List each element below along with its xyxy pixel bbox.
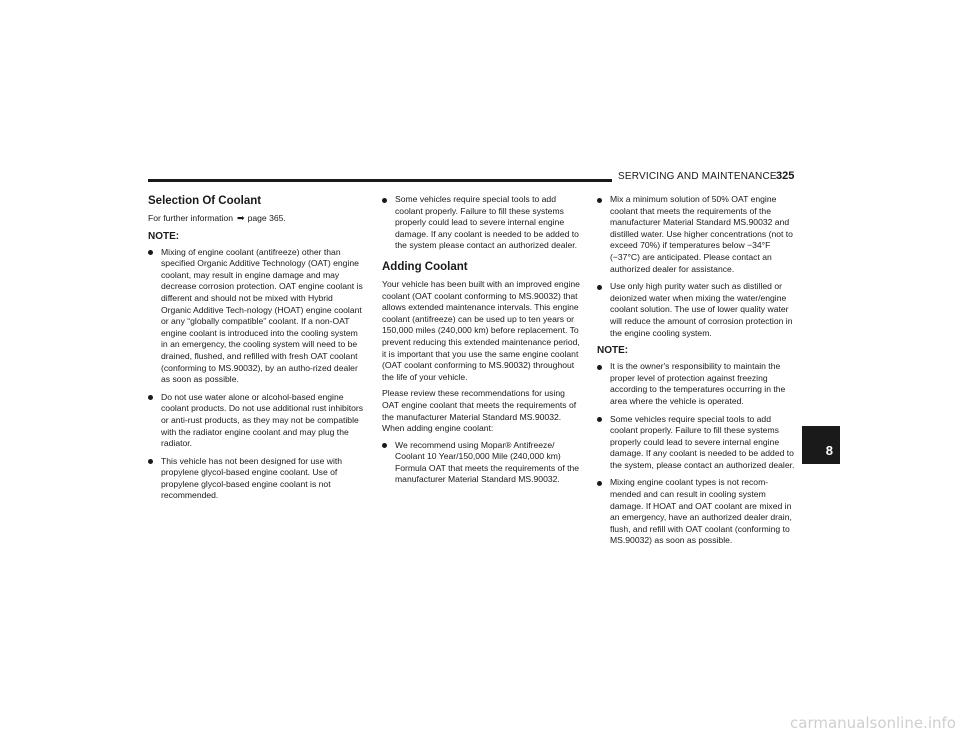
list-item (382, 194, 582, 252)
right-column (597, 194, 797, 553)
bullet-icon (597, 365, 602, 370)
bullet-icon (148, 395, 153, 400)
intro-text: For further information (148, 213, 234, 223)
note-label: NOTE: (597, 345, 629, 357)
bullet-list-top (597, 194, 797, 339)
list-item (148, 392, 364, 450)
section-title: SERVICING AND MAINTENANCE (612, 171, 776, 183)
list-item-text: Mixing engine coolant types is not recom-mended and can result in cooling system damage. If HOAT and OAT coolant are mixed in an emergency, have an authorized dealer drain, flush, and refill with OAT coolant (conforming to MS.90032) as soon as possible. (610, 477, 792, 546)
list-item-text: This vehicle has not been designed for use with propylene glycol-based engine coolant. Use of propylene glycol-based engine coolant is not recommended. (161, 455, 343, 501)
bullet-icon (382, 443, 387, 448)
watermark: carmanualsonline.info (790, 714, 956, 732)
bullet-icon (382, 198, 387, 203)
page-reference-link[interactable]: page 365. (247, 213, 286, 223)
list-item-text: Use only high purity water such as distilled or deionized water when mixing the water/engine coolant solution. The use of lower quality water will reduce the amount of corrosion protection in the engine cooling system. (610, 281, 793, 338)
list-item-text: We recommend using Mopar® Antifreeze/ Coolant 10 Year/150,000 Mile (240,000 km) Formula OAT that meets the requirements of the manufacturer Material Standard MS.90032. (395, 439, 580, 485)
list-item (597, 361, 797, 407)
list-item (597, 281, 797, 339)
list-item-text: Mixing of engine coolant (antifreeze) other than specified Organic Additive Technology (OAT) engine coolant, may result in engine damage and may decrease corrosion protection. OAT engine coolant is different and should not be mixed with Hybrid Organic Additive Tech-nology (HOAT) engine coolant or any “globally compatible” coolant. If a non-OAT engine coolant is introduced into the cooling system in an emergency, the cooling system will need to be drained, flushed, and refilled with fresh OAT coolant (conforming to MS.90032), by an autho-rized dealer as soon as possible. (161, 246, 363, 385)
left-column (148, 194, 364, 508)
note-label: NOTE: (148, 230, 180, 242)
chapter-tab: 8 (802, 426, 840, 464)
paragraph: Please review these recommendations for using OAT engine coolant that meets the requirements of the manufacturer Material Standard MS.90032. When adding engine coolant: (382, 388, 577, 434)
bullet-icon (148, 250, 153, 255)
intro-paragraph (148, 213, 364, 225)
middle-column (382, 194, 582, 492)
list-item (148, 456, 364, 502)
bullet-icon (597, 481, 602, 486)
page-number: 325 (776, 170, 795, 182)
heading-selection-of-coolant: Selection Of Coolant (148, 195, 262, 207)
list-item (148, 247, 364, 386)
page-reference-arrow-icon: ➡ (237, 213, 245, 223)
list-item (382, 440, 582, 486)
list-item-text: Do not use water alone or alcohol-based engine coolant products. Do not use additional rust inhibitors or anti-rust products, as they may not be compatible with the radiator engine coolant and may plug the radiator. (161, 391, 364, 449)
list-item (597, 414, 797, 472)
list-item (597, 477, 797, 547)
bullet-list-bottom (382, 440, 582, 486)
note-bullet-list (597, 361, 797, 547)
list-item-text: It is the owner's responsibility to maintain the proper level of protection against freezing according to the temperatures occurring in the area where the vehicle is operated. (610, 361, 786, 406)
bullet-icon (148, 459, 153, 464)
bullet-icon (597, 198, 602, 203)
heading-adding-coolant: Adding Coolant (382, 260, 468, 273)
list-item-text: Mix a minimum solution of 50% OAT engine coolant that meets the requirements of the manufacturer Material Standard MS.90032 and distilled water. Use higher concentrations (not to exceed 70%) if temperatures below −34°F (−37°C) are anticipated. Please contact an authorized dealer for assistance. (610, 194, 793, 274)
list-item-text: Some vehicles require special tools to add coolant properly. Failure to fill these systems properly could lead to severe internal engine damage. If any coolant is needed to be added to the system please contact an authorized dealer. (395, 194, 579, 251)
list-item (597, 194, 797, 275)
bullet-list-top (382, 194, 582, 252)
bullet-icon (597, 285, 602, 290)
note-bullet-list (148, 247, 364, 502)
paragraph: Your vehicle has been built with an improved engine coolant (OAT coolant conforming to MS.90032) that allows extended maintenance intervals. This engine coolant (antifreeze) can be used up to ten years or 150,000 miles (240,000 km) before replacement. To prevent reducing this extended maintenance period, it is important that you use the same engine coolant (OAT coolant conforming to MS.90032) throughout the life of your vehicle. (382, 278, 580, 382)
list-item-text: Some vehicles require special tools to add coolant properly. Failure to fill these systems properly could lead to severe internal engine damage. If any coolant is needed to be added to the system, please contact an authorized dealer. (610, 413, 795, 470)
bullet-icon (597, 417, 602, 422)
